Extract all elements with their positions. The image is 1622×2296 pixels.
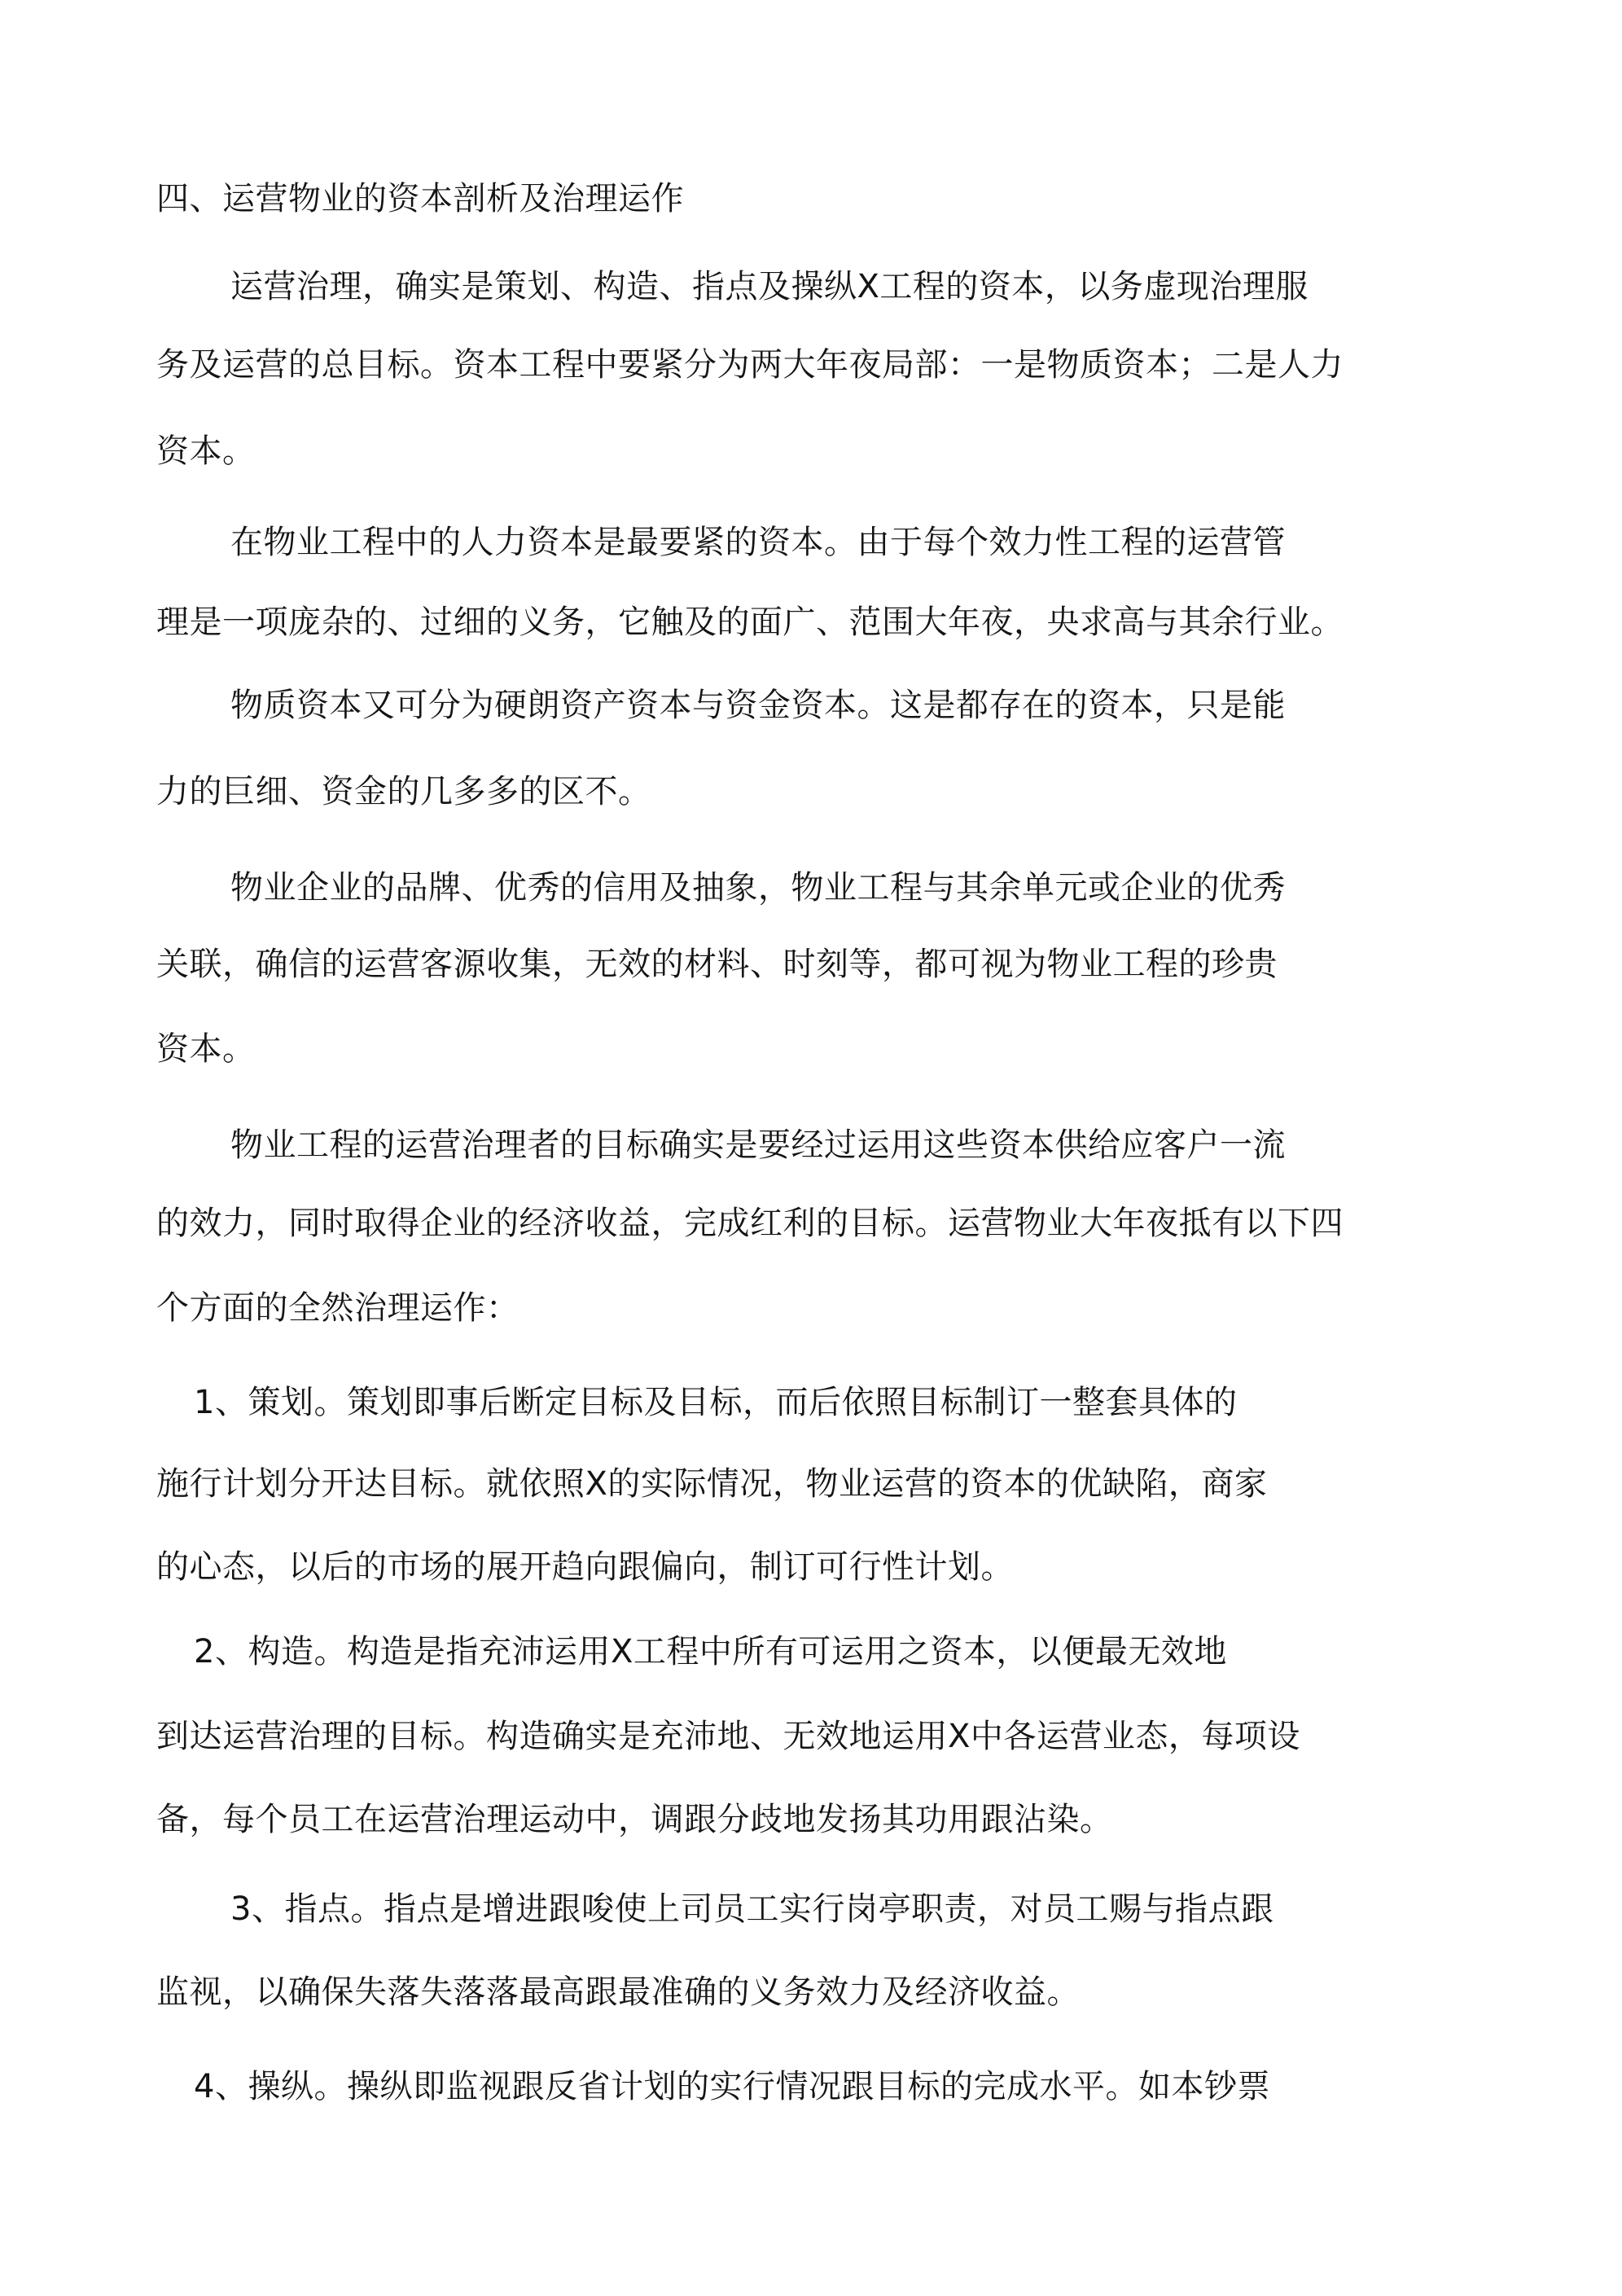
paragraph-line: 物业企业的品牌、优秀的信用及抽象，物业工程与其余单元或企业的优秀 bbox=[230, 869, 1286, 907]
paragraph-line: 关联，确信的运营客源收集，无效的材料、时刻等，都可视为物业工程的珍贵 bbox=[156, 946, 1278, 983]
paragraph-line: 理是一项庞杂的、过细的义务，它触及的面广、范围大年夜，央求高与其余行业。 bbox=[156, 604, 1344, 641]
paragraph-line: 在物业工程中的人力资本是最要紧的资本。由于每个效力性工程的运营管 bbox=[230, 524, 1286, 561]
paragraph-line: 物业工程的运营治理者的目标确实是要经过运用这些资本供给应客户一流 bbox=[230, 1126, 1286, 1164]
paragraph-line: 运营治理，确实是策划、构造、指点及操纵X工程的资本，以务虚现治理服 bbox=[230, 268, 1309, 305]
paragraph-line: 物质资本又可分为硬朗资产资本与资金资本。这是都存在的资本，只是能 bbox=[230, 687, 1286, 724]
list-item-line: 备，每个员工在运营治理运动中，调跟分歧地发扬其功用跟沾染。 bbox=[156, 1801, 1113, 1838]
list-item-line: 监视，以确保失落失落落最高跟最准确的义务效力及经济收益。 bbox=[156, 1973, 1080, 2011]
list-item-line: 2、构造。构造是指充沛运用X工程中所有可运用之资本，以便最无效地 bbox=[194, 1633, 1227, 1670]
list-item-line: 到达运营治理的目标。构造确实是充沛地、无效地运用X中各运营业态，每项设 bbox=[156, 1718, 1300, 1755]
list-item-line: 1、策划。策划即事后断定目标及目标，而后依照目标制订一整套具体的 bbox=[194, 1384, 1238, 1421]
paragraph-line: 务及运营的总目标。资本工程中要紧分为两大年夜局部：一是物质资本；二是人力 bbox=[156, 346, 1344, 384]
list-item-line: 4、操纵。操纵即监视跟反省计划的实行情况跟目标的完成水平。如本钞票 bbox=[194, 2068, 1270, 2105]
paragraph-line: 的效力，同时取得企业的经济收益，完成红利的目标。运营物业大年夜抵有以下四 bbox=[156, 1205, 1344, 1242]
paragraph-line: 资本。 bbox=[156, 1030, 256, 1068]
paragraph-line: 个方面的全然治理运作： bbox=[156, 1289, 519, 1327]
list-item-line: 的心态，以后的市场的展开趋向跟偏向，制订可行性计划。 bbox=[156, 1548, 1014, 1586]
list-item-line: 3、指点。指点是增进跟唆使上司员工实行岗亭职责，对员工赐与指点跟 bbox=[230, 1890, 1274, 1928]
paragraph-line: 力的巨细、资金的几多多的区不。 bbox=[156, 773, 651, 810]
paragraph-line: 资本。 bbox=[156, 432, 256, 470]
section-heading: 四、运营物业的资本剖析及治理运作 bbox=[156, 180, 684, 217]
list-item-line: 施行计划分开达目标。就依照X的实际情况，物业运营的资本的优缺陷，商家 bbox=[156, 1465, 1268, 1503]
